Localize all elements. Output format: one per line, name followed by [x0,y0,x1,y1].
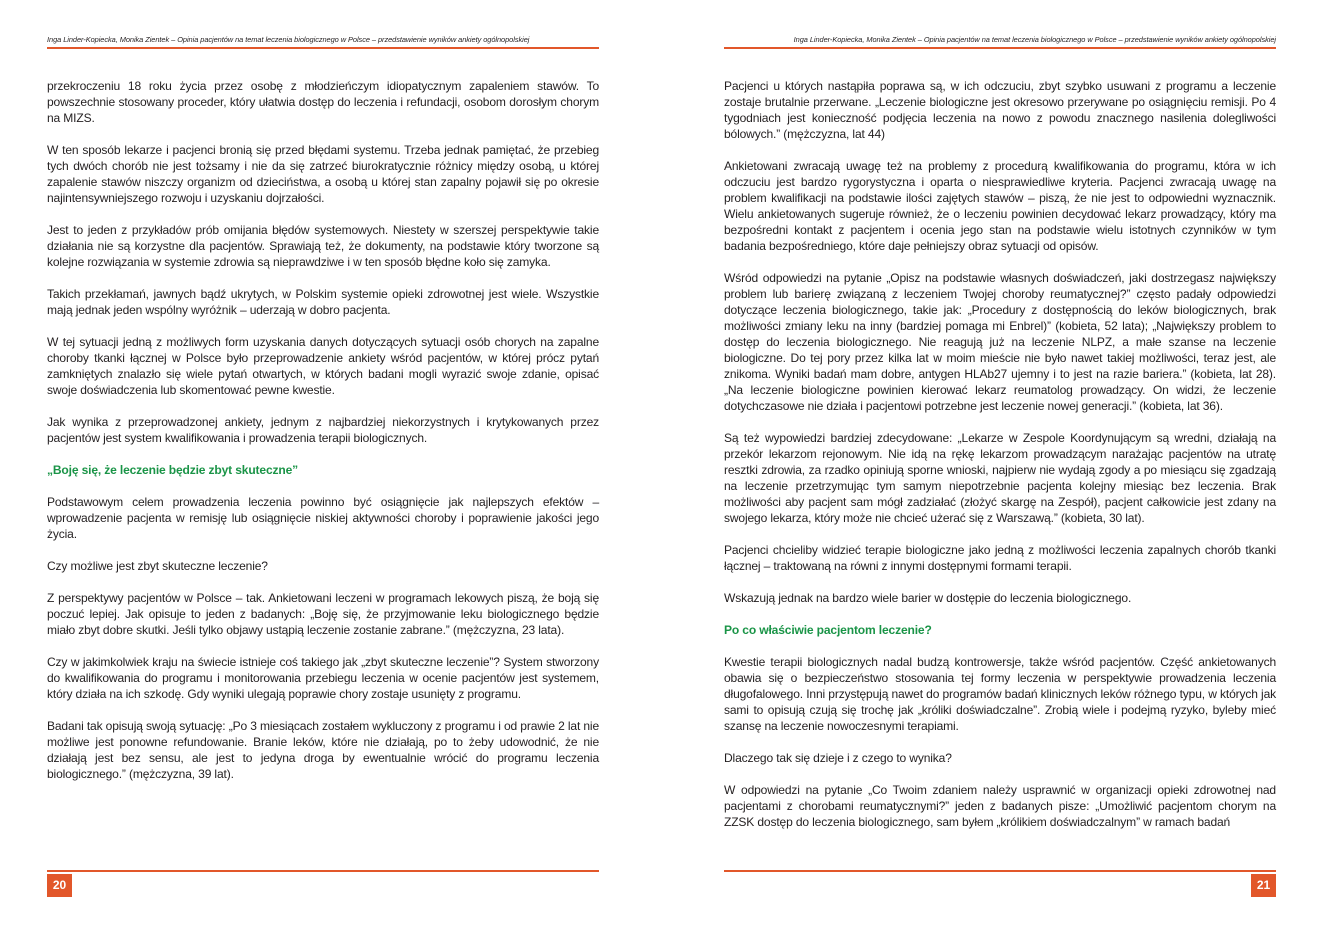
paragraph: Czy możliwe jest zbyt skuteczne leczenie? [47,559,268,573]
paragraph: Wskazują jednak na bardzo wiele barier w dostępie do leczenia biologicznego. [724,591,1132,605]
paragraph: W ten sposób lekarze i pacjenci bronią się przed błędami systemu. Trzeba jednak pamiętać, że przebieg tych dwóch chorób nie jest tożsamy i nie da się zatrzeć biurokratycznie różnicy między osobą, u której zapalenie stawów niszczy organizm od dzieciństwa, a osobą u której stan zapalny pojawił się po okresie najintensywniejszego rozwoju i uzyskaniu dojrzałości. [47,143,599,205]
page-number: 20 [47,874,72,897]
section-heading: Po co właściwie pacjentom leczenie? [724,623,932,637]
paragraph: przekroczeniu 18 roku życia przez osobę z młodzieńczym idiopatycznym zapaleniem stawów. To powszechnie stosowany proceder, który ułatwia dostęp do leczenia i refundacji, osobom dorosłym chorym na MIZS. [47,79,599,125]
right-page [724,0,1276,935]
footer-rule [724,870,1276,872]
section-heading: „Boję się, że leczenie będzie zbyt skuteczne” [47,463,299,477]
paragraph: Dlaczego tak się dzieje i z czego to wynika? [724,751,952,765]
footer-rule [47,870,599,872]
running-head: Inga Linder-Kopiecka, Monika Zientek – Opinia pacjentów na temat leczenia biologicznego w Polsce – przedstawienie wyników ankiety ogólnopolskiej [793,35,1276,44]
paragraph: Jest to jeden z przykładów prób omijania błędów systemowych. Niestety w szerszej perspektywie takie działania nie są korzystne dla pacjentów. Sprawiają też, że dokumenty, na podstawie który tworzone są kolejne rozwiązania w systemie zdrowia są nieprawdziwe i w ten sposób błędne koło się zamyka. [47,223,599,269]
body-text [724,78,1276,846]
body-text [47,78,599,798]
paragraph: Badani tak opisują swoją sytuację: „Po 3 miesiącach zostałem wykluczony z programu i od prawie 2 lat nie możliwe jest ponowne refundowanie. Branie leków, które nie działają, po to żeby udowodnić, że nie działają jest bez sensu, ale jest to jedyna droga by ewentualnie wrócić do programu leczenia biologicznego.” (mężczyzna, 39 lat). [47,719,599,781]
header-rule [47,47,599,49]
paragraph: Pacjenci u których nastąpiła poprawa są, w ich odczuciu, zbyt szybko usuwani z programu a leczenie zostaje brutalnie przerwane. „Leczenie biologiczne jest okresowo przerywane po osiągnięciu remisji. Po 4 tygodniach jest konieczność podjęcia leczenia na nowo z powodu znacznego nasilenia dolegliwości bólowych.” (mężczyzna, lat 44) [724,79,1276,141]
paragraph: Są też wypowiedzi bardziej zdecydowane: „Lekarze w Zespole Koordynującym są wredni, działają na przekór lekarzom rejonowym. Nie idą na rękę lekarzom prowadzącym narażając pacjentów na utratę resztki zdrowia, za rzadko opiniują sporne wnioski, najpierw nie wydają zgody a po miesiącu się zgadzają na leczenie przetrzymując tym samym niepotrzebnie pacjenta kolejny miesiąc bez leczenia. Brak możliwości aby pacjent sam mógł zadziałać (złożyć skargę na Zespół), pacjent całkowicie jest zdany na swojego lekarza, który może nie chcieć użerać się z Warszawą.” (kobieta, 30 lat). [724,431,1276,525]
left-page [47,0,599,935]
paragraph: Ankietowani zwracają uwagę też na problemy z procedurą kwalifikowania do programu, która w ich odczuciu jest bardzo rygorystyczna i oparta o niesprawiedliwe kryteria. Pacjenci zwracają uwagę na problem kwalifikacji na podstawie ilości zajętych stawów – piszą, że nie jest to odpowiedni wyznacznik. Wielu ankietowanych sugeruje również, że o leczeniu powinien decydować lekarz prowadzący, który ma bezpośredni kontakt z pacjentem i ocenia jego stan na podstawie wielu istotnych czynników w tym badania bezpośredniego, które daje pełniejszy obraz sytuacji od opisów. [724,159,1276,253]
paragraph: Takich przekłamań, jawnych bądź ukrytych, w Polskim systemie opieki zdrowotnej jest wiele. Wszystkie mają jednak jeden wspólny wyróżnik – uderzają w dobro pacjenta. [47,287,599,317]
page-number: 21 [1251,874,1276,897]
paragraph: Jak wynika z przeprowadzonej ankiety, jednym z najbardziej niekorzystnych i krytykowanych przez pacjentów jest system kwalifikowania i prowadzenia terapii biologicznych. [47,415,599,445]
header-rule [724,47,1276,49]
paragraph: Podstawowym celem prowadzenia leczenia powinno być osiągnięcie jak najlepszych efektów – wprowadzenie pacjenta w remisję lub osiągnięcie niskiej aktywności choroby i poprawienie jakości jego życia. [47,495,599,541]
paragraph: Kwestie terapii biologicznych nadal budzą kontrowersje, także wśród pacjentów. Część ankietowanych obawia się o bezpieczeństwo stosowania tej formy leczenia w perspektywie prowadzenia leczenia długofalowego. Inni przystępują nawet do programów badań klinicznych leków różnego typu, w których jak sami to opisują czują się trochę jak „króliki doświadczalne”. Zrobią wiele i podejmą ryzyko, byleby mieć szansę na leczenie nowoczesnymi terapiami. [724,655,1276,733]
paragraph: Pacjenci chcieliby widzieć terapie biologiczne jako jedną z możliwości leczenia zapalnych chorób tkanki łącznej – traktowaną na równi z innymi dostępnymi formami terapii. [724,543,1276,573]
paragraph: Czy w jakimkolwiek kraju na świecie istnieje coś takiego jak „zbyt skuteczne leczenie”? System stworzony do kwalifikowania do programu i monitorowania przebiegu leczenia w ocenie pacjentów jest systemem, który działa na ich szkodę. Gdy wyniki ulegają poprawie chory zostaje usunięty z programu. [47,655,599,701]
paragraph: W odpowiedzi na pytanie „Co Twoim zdaniem należy usprawnić w organizacji opieki zdrowotnej nad pacjentami z chorobami reumatycznymi?” jeden z badanych pisze: „Umożliwić pacjentom chorym na ZZSK dostęp do leczenia biologicznego, sam byłem „królikiem doświadczalnym” w ramach badań [724,783,1276,829]
running-head: Inga Linder-Kopiecka, Monika Zientek – Opinia pacjentów na temat leczenia biologicznego w Polsce – przedstawienie wyników ankiety ogólnopolskiej [47,35,530,44]
paragraph: W tej sytuacji jedną z możliwych form uzyskania danych dotyczących sytuacji osób chorych na zapalne choroby tkanki łącznej w Polsce było przeprowadzenie ankiety wśród pacjentów, w której prócz pytań zamkniętych znalazło się wiele pytań otwartych, w których badani mogli wyrazić swoje zdanie, opisać swoje doświadczenia lub skomentować pewne kwestie. [47,335,599,397]
paragraph: Wśród odpowiedzi na pytanie „Opisz na podstawie własnych doświadczeń, jaki dostrzegasz największy problem lub barierę związaną z leczeniem Twojej choroby reumatycznej?” często padały odpowiedzi dotyczące leczenia biologicznego, takie jak: „Procedury z dostępnością do leków biologicznych, brak możliwości zmiany leku na inny (bardziej pomaga mi Enbrel)” (kobieta, 52 lata); „Największy problem to dostęp do leczenia biologicznego. Nie reagują już na leczenie NLPZ, a małe szanse na leczenie biologiczne. Do tej pory przez kilka lat w moim mieście nie było nawet takiej możliwości, teraz jest, ale znikoma. Wyniki badań mam dobre, antygen HLAb27 ujemny i to jest na razie bariera.” (kobieta, lat 28). „Na leczenie biologiczne powinien kierować lekarz reumatolog prowadzący. On widzi, że leczenie dotychczasowe nie działa i pacjentowi potrzebne jest leczenie nowej generacji.” (kobieta, lat 36). [724,271,1276,413]
paragraph: Z perspektywy pacjentów w Polsce – tak. Ankietowani leczeni w programach lekowych piszą, że boją się poczuć lepiej. Jak opisuje to jeden z badanych: „Boję się, że przyjmowanie leku biologicznego będzie miało zbyt dobre skutki. Jeśli tylko objawy ustąpią leczenie zostanie zabrane.” (mężczyzna, 23 lata). [47,591,599,637]
